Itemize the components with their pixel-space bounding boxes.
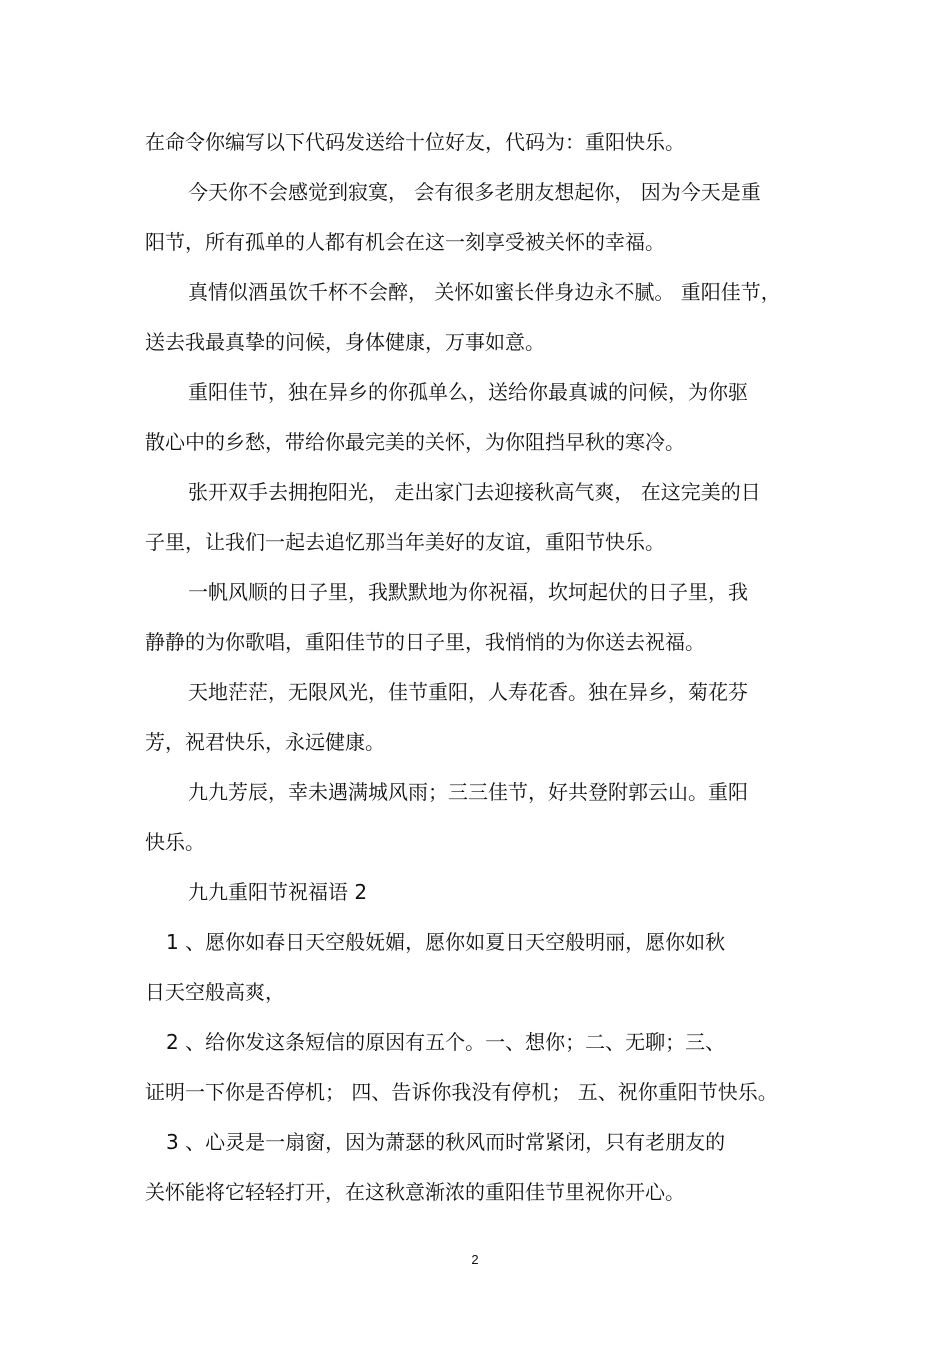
text-line: 送去我最真挚的问候，身体健康，万事如意。 — [145, 330, 545, 354]
text-line: 静静的为你歌唱，重阳佳节的日子里，我悄悄的为你送去祝福。 — [145, 630, 705, 654]
text-line: 3 、心灵是一扇窗，因为萧瑟的秋风而时常紧闭，只有老朋友的 — [166, 1130, 726, 1154]
text-line: 重阳佳节，独在异乡的你孤单么，送给你最真诚的问候，为你驱 — [188, 380, 748, 404]
text-line: 张开双手去拥抱阳光， 走出家门去迎接秋高气爽， 在这完美的日 — [188, 480, 761, 504]
text-line: 快乐。 — [145, 830, 205, 854]
text-line: 真情似酒虽饮千杯不会醉， 关怀如蜜长伴身边永不腻。 重阳佳节， — [188, 280, 781, 304]
text-line: 散心中的乡愁，带给你最完美的关怀，为你阻挡早秋的寒冷。 — [145, 430, 685, 454]
section-heading: 九九重阳节祝福语 2 — [188, 880, 368, 904]
text-line: 在命令你编写以下代码发送给十位好友，代码为：重阳快乐。 — [145, 130, 685, 154]
text-line: 一帆风顺的日子里，我默默地为你祝福，坎坷起伏的日子里，我 — [188, 580, 748, 604]
text-line: 1 、愿你如春日天空般妩媚，愿你如夏日天空般明丽，愿你如秋 — [166, 930, 726, 954]
text-line: 证明一下你是否停机； 四、告诉你我没有停机； 五、祝你重阳节快乐。 — [145, 1080, 778, 1104]
text-line: 2 、给你发这条短信的原因有五个。一、想你；二、无聊；三、 — [166, 1030, 726, 1054]
text-line: 子里，让我们一起去追忆那当年美好的友谊，重阳节快乐。 — [145, 530, 665, 554]
text-line: 芳，祝君快乐，永远健康。 — [145, 730, 385, 754]
text-line: 天地茫茫，无限风光，佳节重阳，人寿花香。独在异乡，菊花芬 — [188, 680, 748, 704]
text-line: 九九芳辰，幸未遇满城风雨；三三佳节，好共登附郭云山。重阳 — [188, 780, 748, 804]
text-line: 关怀能将它轻轻打开，在这秋意渐浓的重阳佳节里祝你开心。 — [145, 1180, 685, 1204]
text-line: 今天你不会感觉到寂寞， 会有很多老朋友想起你， 因为今天是重 — [188, 180, 761, 204]
page-number: 2 — [471, 1252, 479, 1267]
text-line: 阳节，所有孤单的人都有机会在这一刻享受被关怀的幸福。 — [145, 230, 665, 254]
text-line: 日天空般高爽， — [145, 980, 285, 1004]
